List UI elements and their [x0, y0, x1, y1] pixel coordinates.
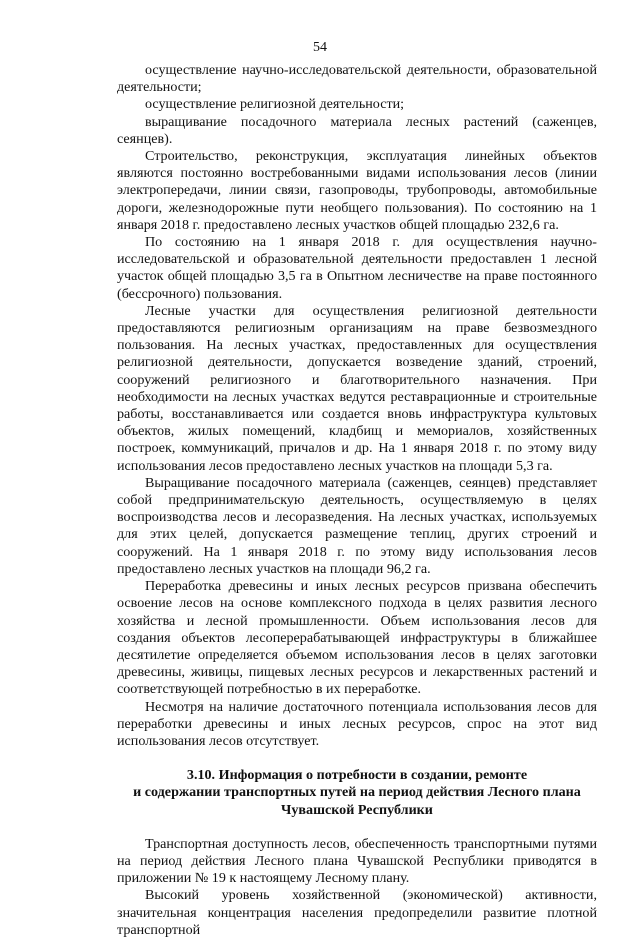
paragraph-transport-access: Транспортная доступность лесов, обеспеченность транспортными путями на период действия Лесного плана Чувашской Республики приводятся в приложении № 19 к настоящему Лесному плану.: [117, 835, 597, 887]
paragraph-demand: Несмотря на наличие достаточного потенциала использования лесов для переработки древесины и иных лесных ресурсов, спрос на этот вид использования лесов отсутствует.: [117, 698, 597, 749]
paragraph-seedlings: Выращивание посадочного материала (саженцев, сеянцев) представляет собой предпринимательскую деятельность, осуществляемую в целях воспроизводства лесов и лесоразведения. На лесных участках, используемых для этих целей, допускается размещение теплиц, других строений и сооружений. На 1 января 2018 г. по этому виду использования лесов предоставлено лесных участков на площади 96,2 га.: [117, 474, 597, 577]
paragraph-linear-objects: Строительство, реконструкция, эксплуатация линейных объектов являются постоянно востребованными видами использования лесов (линии электропередачи, линии связи, газопроводы, трубопроводы, автомобильные дороги, железнодорожные пути необщего пользования). По состоянию на 1 января 2018 г. предоставлено лесных участков общей площадью 232,6 га.: [117, 148, 597, 233]
document-body: [117, 62, 597, 939]
list-item-research: осуществление научно-исследовательской деятельности, образовательной деятельности;: [117, 62, 597, 96]
page-number: 54: [313, 40, 327, 55]
paragraph-religious-plots: Лесные участки для осуществления религиозной деятельности предоставляются религиозным организациям на праве безвозмездного пользования. На лесных участках, предоставленных для осуществления религиозной деятельности, допускается возведение зданий, строений, сооружений религиозного и благотворительного назначения. При необходимости на лесных участках ведутся реставрационные и строительные работы, восстанавливается или создается вновь инфраструктура культовых объектов, жилых помещений, кладбищ и мемориалов, хозяйственных построек, коммуникаций, причалов и др. На 1 января 2018 г. по этому виду использования лесов предоставлено лесных участков на площади 5,3 га.: [117, 302, 597, 474]
list-item-seedlings: выращивание посадочного материала лесных растений (саженцев, сеянцев).: [117, 113, 597, 147]
paragraph-processing: Переработка древесины и иных лесных ресурсов призвана обеспечить освоение лесов на основе комплексного подхода в целях развития лесного хозяйства и лесной промышленности. Объем использования лесов для создания объектов лесоперерабатывающей инфраструктуры в ближайшее десятилетие определяется объемом использования лесов в целях заготовки древесины, живицы, пищевых лесных ресурсов и лекарственных растений и соответствующей потребностью в их переработке.: [117, 578, 597, 698]
section-heading-line: 3.10. Информация о потребности в создании, ремонте: [186, 767, 528, 784]
section-heading-line: и содержании транспортных путей на период действия Лесного плана: [133, 784, 581, 801]
paragraph-economic-activity: Высокий уровень хозяйственной (экономической) активности, значительная концентрация населения предопределили развитие плотной транспортной: [117, 887, 597, 938]
section-heading: [117, 767, 597, 819]
paragraph-research-plot: По состоянию на 1 января 2018 г. для осуществления научно-исследовательской и образовательной деятельности предоставлен 1 лесной участок общей площадью 3,5 га в Опытном лесничестве на праве постоянного (бессрочного) пользования.: [117, 234, 597, 302]
section-heading-line: Чувашской Республики: [281, 801, 433, 818]
list-item-religious: осуществление религиозной деятельности;: [145, 96, 405, 113]
